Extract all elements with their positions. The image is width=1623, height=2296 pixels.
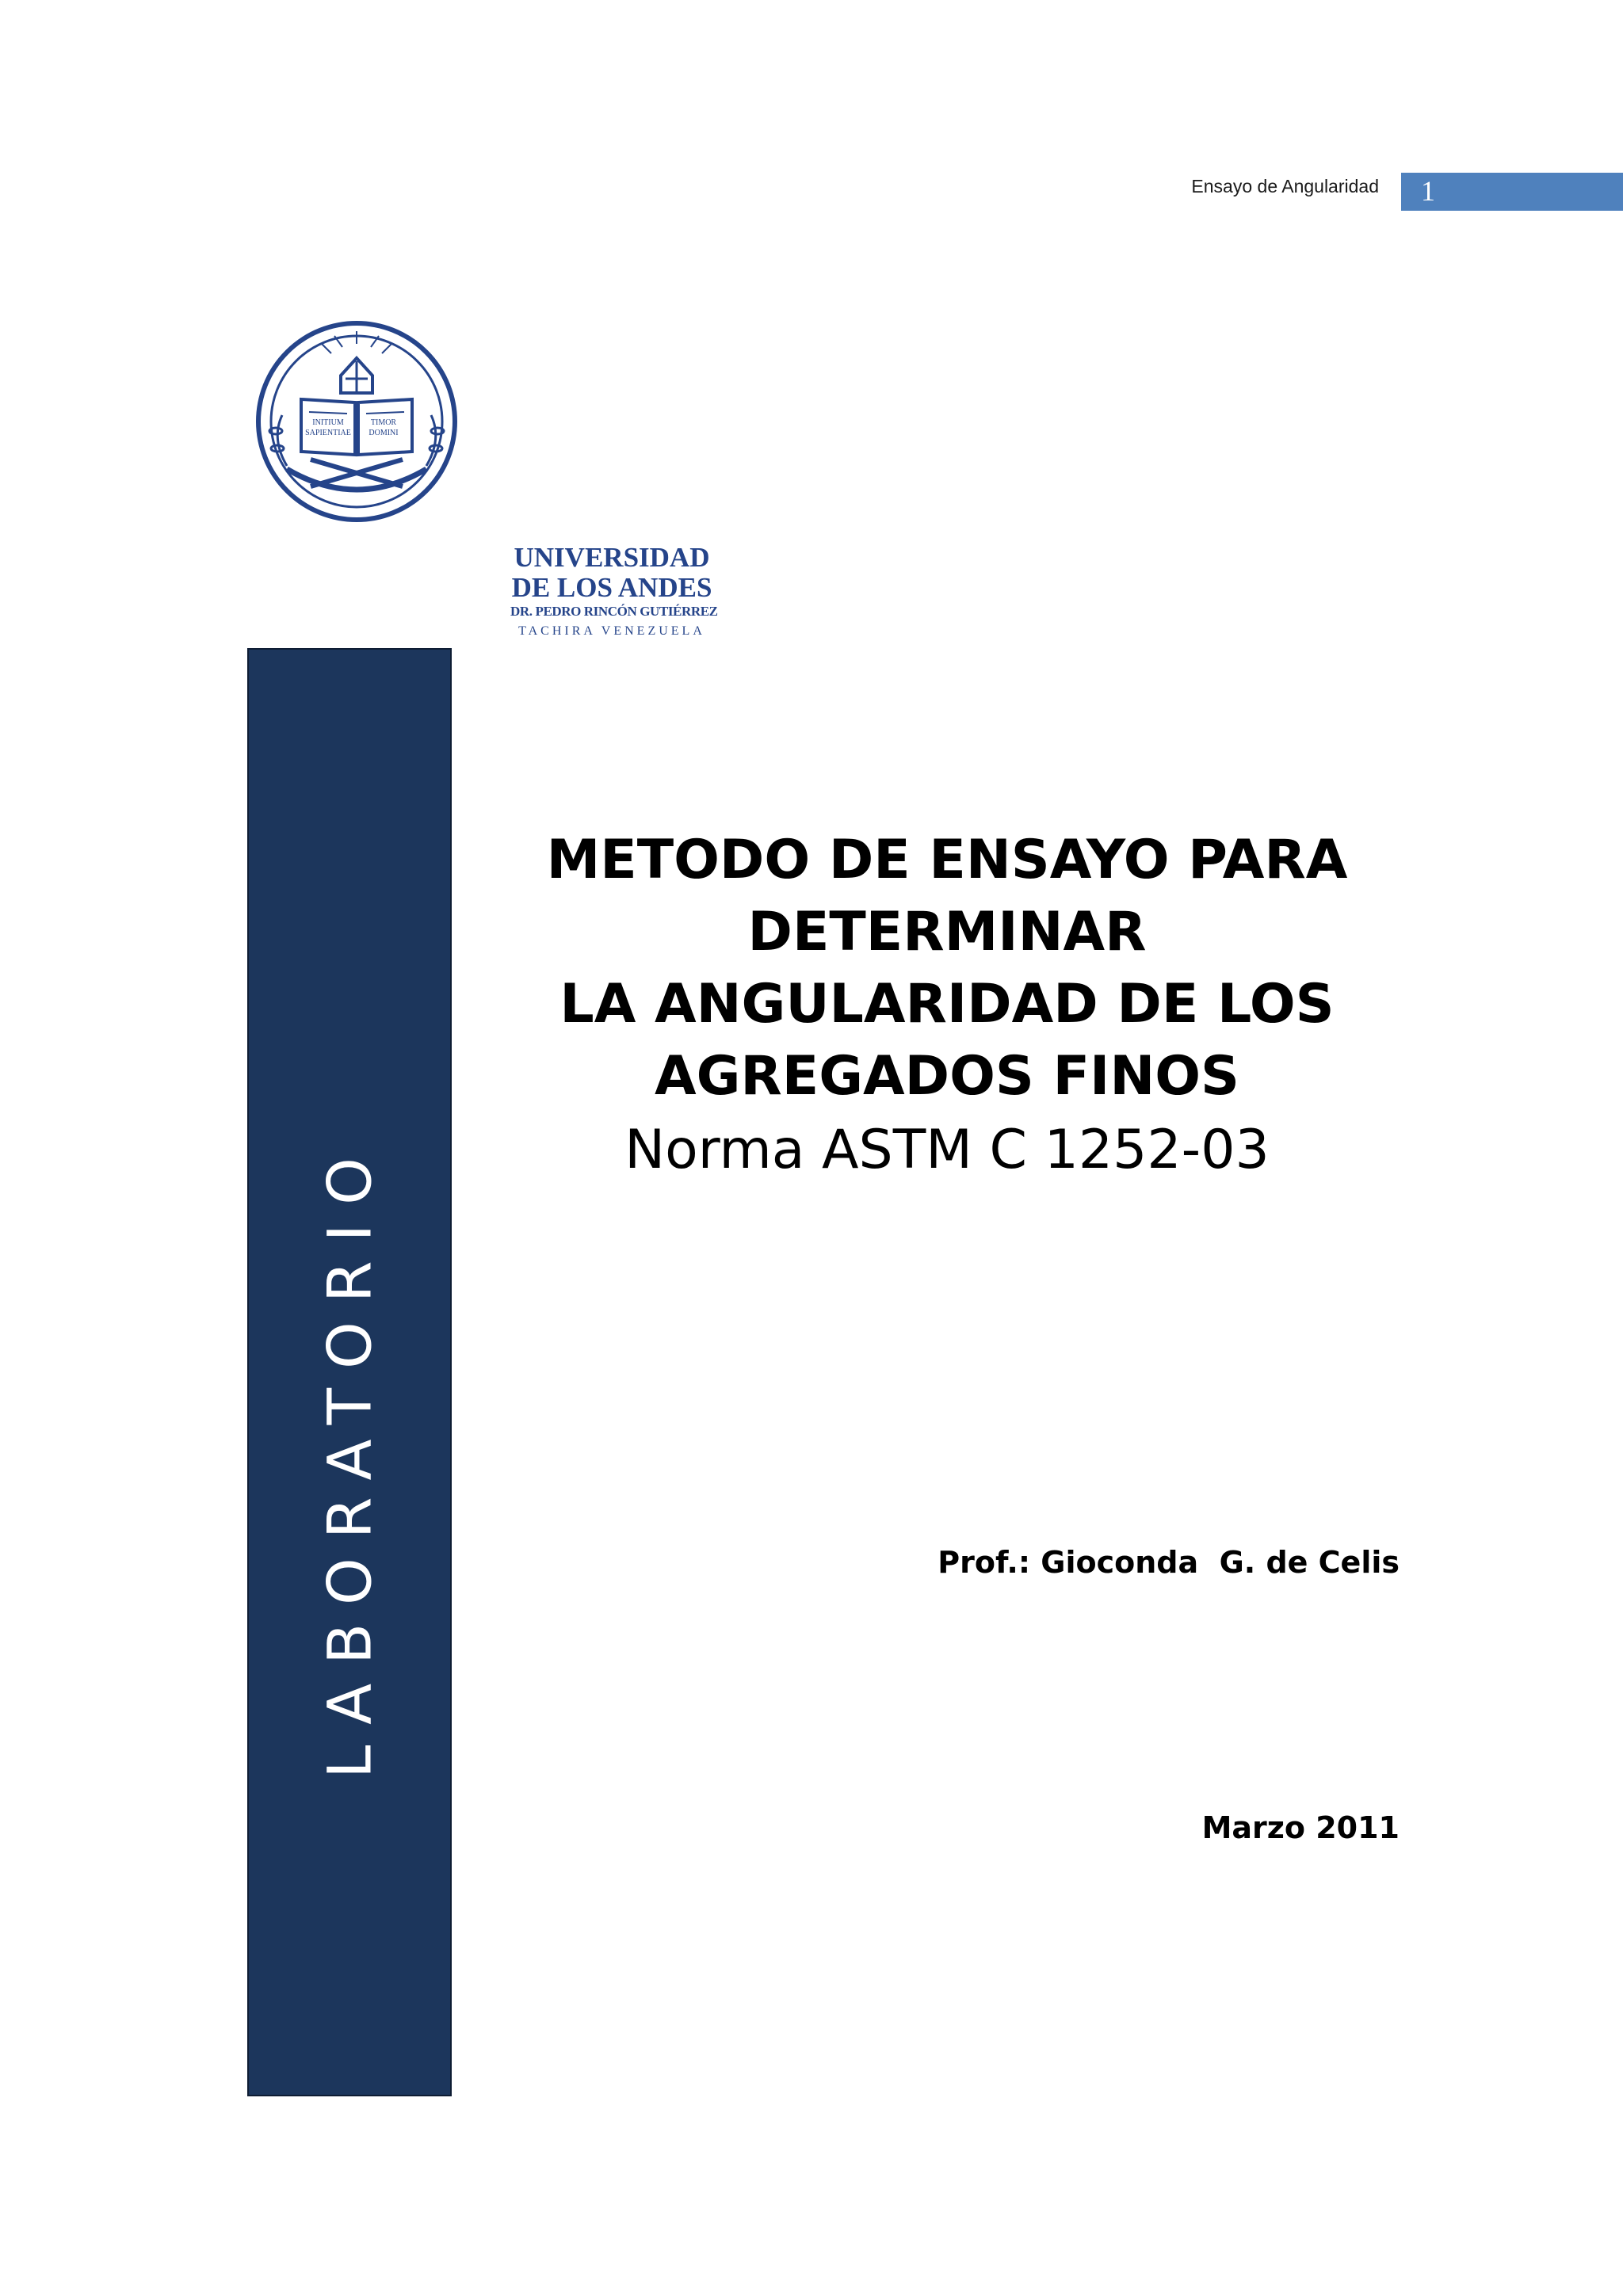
header-title: Ensayo de Angularidad [1191,176,1379,196]
university-name-line-2: DE LOS ANDES [511,572,712,603]
sidebar-label: LABORATORIO [314,1138,385,1779]
university-logo [255,320,718,643]
seal-text-3: TIMOR [370,418,397,427]
laboratorio-sidebar [247,648,452,2096]
title-line-2: DETERMINAR [747,901,1147,963]
seal-text-4: DOMINI [369,429,399,437]
document-title [475,824,1419,1188]
title-line-3: LA ANGULARIDAD DE LOS [559,973,1335,1035]
document-date: Marzo 2011 [1201,1810,1400,1845]
university-name-line-1: UNIVERSIDAD [514,542,710,573]
university-name-line-3: DR. PEDRO RINCÓN GUTIÉRREZ [510,604,718,619]
seal-text-1: INITIUM [312,418,344,427]
title-line-4: AGREGADOS FINOS [654,1045,1240,1108]
page-number-tab [1401,173,1623,211]
university-seal-icon [255,320,458,524]
university-name-line-4: TACHIRA VENEZUELA [518,624,705,638]
author: Prof.: Gioconda G. de Celis [938,1545,1400,1580]
document-subtitle: Norma ASTM C 1252-03 [624,1119,1270,1181]
page-number: 1 [1421,175,1435,207]
seal-text-2: SAPIENTIAE [305,429,351,437]
title-line-1: METODO DE ENSAYO PARA [546,829,1348,891]
